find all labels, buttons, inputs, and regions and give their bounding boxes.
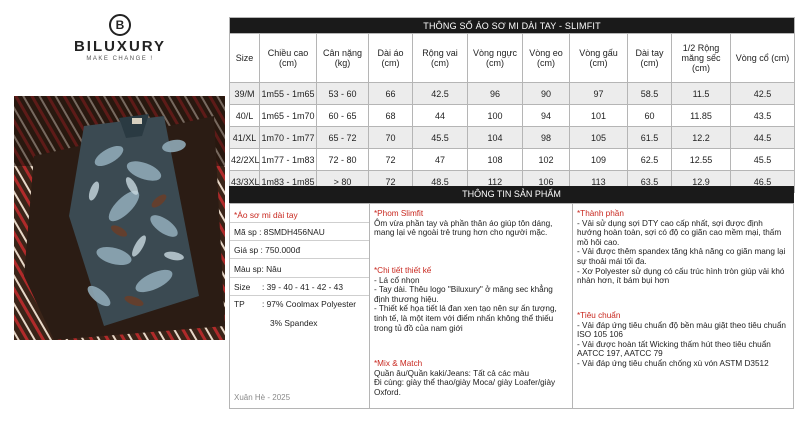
- col-header: Dài áo (cm): [369, 34, 413, 83]
- brand-tagline: MAKE CHANGE !: [86, 56, 154, 62]
- measure-cell: 63.5: [628, 171, 672, 193]
- product-name: *Áo sơ mi dài tay: [234, 210, 298, 220]
- measure-cell: 45.5: [731, 149, 795, 171]
- measure-cell: 60 - 65: [317, 105, 369, 127]
- measure-cell: 104: [468, 127, 523, 149]
- measure-cell: 109: [570, 149, 628, 171]
- measure-cell: 42.5: [731, 83, 795, 105]
- size-table-title: THÔNG SỐ ÁO SƠ MI DÀI TAY - SLIMFIT: [230, 18, 795, 34]
- product-color: Màu sp: Nâu: [234, 264, 282, 274]
- design-column: [370, 204, 573, 408]
- mix-match-block: [374, 359, 568, 397]
- measure-cell: 46.5: [731, 171, 795, 193]
- size-table-body: [230, 83, 795, 193]
- measure-cell: 90: [523, 83, 570, 105]
- col-header: Vòng eo (cm): [523, 34, 570, 83]
- col-header: Dài tay (cm): [628, 34, 672, 83]
- form-title: *Phom Slimfit: [374, 209, 424, 218]
- col-header: 1/2 Rộng măng sếc (cm): [672, 34, 731, 83]
- measure-cell: 1m65 - 1m70: [260, 105, 317, 127]
- measure-cell: 72 - 80: [317, 149, 369, 171]
- measure-cell: 1m55 - 1m65: [260, 83, 317, 105]
- measure-cell: 66: [369, 83, 413, 105]
- shirt-illustration: [14, 96, 225, 340]
- design-detail-line: - Tay dài. Thêu logo "Biluxury" ở măng sec khẳng định thương hiệu.: [374, 285, 553, 304]
- measure-cell: 1m83 - 1m85: [260, 171, 317, 193]
- design-detail-block: [374, 266, 568, 333]
- product-info-panel: [229, 203, 794, 409]
- product-price: Giá sp : 750.000đ: [234, 245, 301, 255]
- measure-cell: 12.55: [672, 149, 731, 171]
- col-header: Vòng gấu (cm): [570, 34, 628, 83]
- measure-cell: 60: [628, 105, 672, 127]
- size-cell: 39/M: [230, 83, 260, 105]
- mix-match-title: *Mix & Match: [374, 359, 423, 368]
- size-row: [230, 105, 795, 127]
- measure-cell: 105: [570, 127, 628, 149]
- measure-cell: 53 - 60: [317, 83, 369, 105]
- form-block: [374, 209, 568, 238]
- product-code: Mã sp : 8SMDH456NAU: [234, 227, 325, 237]
- measure-cell: 101: [570, 105, 628, 127]
- measure-cell: 12.9: [672, 171, 731, 193]
- composition-title: *Thành phần: [577, 209, 624, 218]
- measure-cell: 58.5: [628, 83, 672, 105]
- brand-name: BILUXURY: [73, 38, 167, 55]
- measure-cell: 65 - 72: [317, 127, 369, 149]
- standards-line: - Vải đáp ứng tiêu chuẩn chống xù vón ASTM D3512: [577, 358, 769, 368]
- measure-cell: 68: [369, 105, 413, 127]
- tp-value-2: 3% Spandex: [270, 318, 318, 328]
- product-sizes: [234, 282, 343, 292]
- product-material: [234, 299, 356, 309]
- measure-cell: 72: [369, 149, 413, 171]
- composition-block: [577, 209, 789, 286]
- composition-line: - Vải sử dụng sợi DTY cao cấp nhất, sợi được định hướng hoàn toàn, sợi có độ co giãn cao mềm mại, thấm mồ hôi cao.: [577, 218, 782, 247]
- mix-match-line: Quần âu/Quần kaki/Jeans: Tất cả các màu: [374, 368, 530, 378]
- measure-cell: 44.5: [731, 127, 795, 149]
- mix-match-line: Đi cùng: giày thể thao/giày Moca/ giày Loafer/giày Oxford.: [374, 378, 556, 397]
- basic-info-column: [230, 204, 370, 408]
- standards-title: *Tiêu chuẩn: [577, 311, 621, 320]
- standards-block: [577, 311, 789, 369]
- design-detail-title: *Chi tiết thiết kế: [374, 266, 432, 275]
- measure-cell: 45.5: [413, 127, 468, 149]
- measure-cell: 94: [523, 105, 570, 127]
- measure-cell: 11.85: [672, 105, 731, 127]
- measure-cell: 62.5: [628, 149, 672, 171]
- col-header: Size: [230, 34, 260, 83]
- measure-cell: 1m77 - 1m83: [260, 149, 317, 171]
- measure-cell: 113: [570, 171, 628, 193]
- measure-cell: 108: [468, 149, 523, 171]
- standards-line: - Vải đáp ứng tiêu chuẩn độ bền màu giặt theo tiêu chuẩn ISO 105 106: [577, 320, 786, 340]
- size-row: [230, 149, 795, 171]
- measure-cell: > 80: [317, 171, 369, 193]
- tp-key: TP: [234, 299, 245, 309]
- measure-cell: 96: [468, 83, 523, 105]
- tp-value-1: : 97% Coolmax Polyester: [262, 299, 357, 309]
- size-cell: 41/XL: [230, 127, 260, 149]
- size-value: : 39 - 40 - 41 - 42 - 43: [262, 282, 344, 292]
- measure-cell: 11.5: [672, 83, 731, 105]
- measure-cell: 97: [570, 83, 628, 105]
- size-cell: 43/3XL: [230, 171, 260, 193]
- measure-cell: 98: [523, 127, 570, 149]
- size-table: [229, 17, 795, 193]
- design-detail-line: - Thiết kế họa tiết lá đan xen tạo nên sự ấn tượng, tinh tế, là một item với điểm nhấn không thể thiếu trong tủ đồ của nam giới: [374, 304, 557, 333]
- measure-cell: 1m70 - 1m77: [260, 127, 317, 149]
- measure-cell: 47: [413, 149, 468, 171]
- measure-cell: 102: [523, 149, 570, 171]
- size-row: [230, 127, 795, 149]
- measure-cell: 72: [369, 171, 413, 193]
- material-column: [573, 204, 793, 408]
- col-header: Cân nặng (kg): [317, 34, 369, 83]
- standards-line: - Vải được hoàn tất Wicking thấm hút theo tiêu chuẩn AATCC 197, AATCC 79: [577, 339, 771, 359]
- size-row: [230, 83, 795, 105]
- col-header: Vòng ngực (cm): [468, 34, 523, 83]
- measure-cell: 112: [468, 171, 523, 193]
- form-text: Ôm vừa phần tay và phần thân áo giúp tôn dáng, mang lại vẻ ngoài trẻ trung hơn cho người mặc.: [374, 218, 553, 238]
- design-detail-line: - Lá cổ nhọn: [374, 275, 420, 285]
- size-cell: 40/L: [230, 105, 260, 127]
- measure-cell: 12.2: [672, 127, 731, 149]
- measure-cell: 44: [413, 105, 468, 127]
- product-info-title: THÔNG TIN SẢN PHẨM: [229, 186, 794, 203]
- brand-logo: [60, 14, 180, 74]
- measure-cell: 106: [523, 171, 570, 193]
- measure-cell: 42.5: [413, 83, 468, 105]
- col-header: Chiều cao (cm): [260, 34, 317, 83]
- composition-line: - Xơ Polyester sử dụng có cấu trúc hình tròn giúp vải khó nhàn hơn, ít bám bụi hơn: [577, 266, 785, 286]
- size-key: Size: [234, 282, 251, 292]
- product-photo: [14, 96, 225, 340]
- composition-line: - Vải được thêm spandex tăng khả năng co giãn mang lại sự thoải mái tối đa.: [577, 247, 786, 266]
- col-header: Vòng cổ (cm): [731, 34, 795, 83]
- logo-mark: B: [109, 14, 131, 36]
- col-header: Rộng vai (cm): [413, 34, 468, 83]
- measure-cell: 43.5: [731, 105, 795, 127]
- measure-cell: 61.5: [628, 127, 672, 149]
- measure-cell: 48.5: [413, 171, 468, 193]
- measure-cell: 70: [369, 127, 413, 149]
- size-cell: 42/2XL: [230, 149, 260, 171]
- measure-cell: 100: [468, 105, 523, 127]
- season-label: Xuân Hè - 2025: [234, 393, 291, 402]
